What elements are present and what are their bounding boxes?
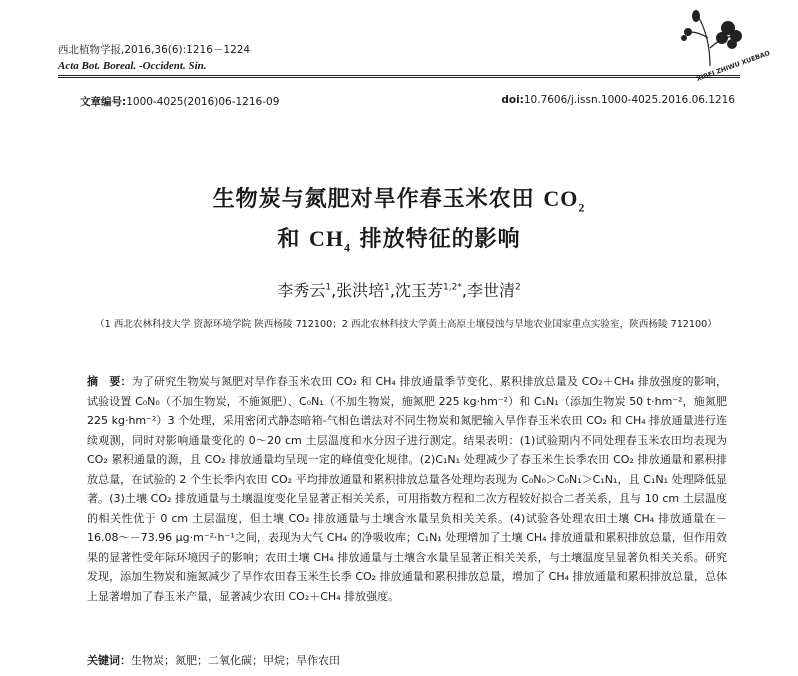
author-separator: , bbox=[389, 281, 395, 300]
header-rule-bottom bbox=[58, 77, 740, 78]
title-line-1 bbox=[0, 182, 798, 215]
author bbox=[467, 281, 521, 300]
article-number bbox=[80, 94, 279, 109]
author bbox=[336, 281, 395, 300]
author-list bbox=[0, 278, 798, 301]
journal-citation-en: Acta Bot. Boreal. -Occident. Sin. bbox=[58, 60, 207, 72]
logo-text: XIBEI ZHIWU XUEBAO bbox=[695, 48, 772, 84]
affiliations: （1 西北农林科技大学 资源环境学院 陕西杨陵 712100；2 西北农林科技大学黄土高原土壤侵蚀与旱地农业国家重点实验室，陕西杨陵 712100） bbox=[95, 319, 717, 330]
article-number-value: 1000-4025(2016)06-1216-09 bbox=[126, 96, 280, 108]
author-affiliation-mark: 1,2* bbox=[443, 282, 462, 293]
title-line2-pre: 和 bbox=[277, 227, 301, 252]
title-ch4-subscript: 4 bbox=[344, 240, 351, 255]
author-affiliation-mark: 1 bbox=[384, 282, 390, 293]
abstract-text: 为了研究生物炭与氮肥对旱作春玉米农田 CO₂ 和 CH₄ 排放通量季节变化、累积排放总量及 CO₂＋CH₄ 排放强度的影响，试验设置 C₀N₀（不加生物炭，不施氮肥）、C₀N₁（不加生物炭，施氮肥 225 kg·hm⁻²）和 C₁N₁（添加生物炭 50 t·hm⁻²，施氮肥 225 kg·hm⁻²）3 个处理，采用密闭式静态暗箱-气相色谱法对不同生物炭和氮肥输入旱作春玉米农田 CO₂ 和 CH₄ 排放通量进行连续观测，同时对影响通量变化的 0～20 cm 土层温度和水分因子进行测定。结果表明：(1)试验期内不同处理春玉米农田均表现为 CO₂ 累积通量的源，且 CO₂ 排放通量均呈现一定的峰值变化规律。(2)C₁N₁ 处理减少了春玉米生长季农田 CO₂ 排放通量和累积排放总量，在试验的 2 个生长季内农田 CO₂ 平均排放通量和累积排放总量各处理均表现为 C₀N₀＞C₀N₁＞C₁N₁，且 C₁N₁ 处理降低显著。(3)土壤 CO₂ 排放通量与土壤温度变化呈显著正相关关系，可用指数方程和二次方程较好拟合二者关系，且与 10 cm 土层温度的相关性优于 0 cm 土层温度，但土壤 CO₂ 排放通量与土壤含水量呈负相关关系。(4)试验各处理农田土壤 CH₄ 排放通量在－16.08～－73.96 μg·m⁻²·h⁻¹之间，表现为大气 CH₄ 的净吸收库；C₁N₁ 处理增加了土壤 CH₄ 排放通量和累积排放总量，但作用效果的显著性受年际环境因子的影响；农田土壤 CH₄ 排放通量与土壤含水量呈显著正相关关系，与土壤温度呈显著负相关关系。研究发现，添加生物炭和施氮减少了旱作农田春玉米生长季 CO₂ 排放通量和累积排放总量，增加了 CH₄ 排放通量和累积排放总量，总体上显著增加了春玉米产量，显著减少农田 CO₂＋CH₄ 排放强度。 bbox=[87, 375, 727, 603]
article-number-label: 文章编号: bbox=[80, 96, 127, 108]
journal-logo-icon bbox=[676, 8, 772, 84]
author-name: 李秀云 bbox=[277, 281, 326, 300]
title-line-2 bbox=[0, 222, 798, 255]
journal-header bbox=[58, 42, 250, 74]
author-separator: , bbox=[461, 281, 467, 300]
keywords bbox=[87, 652, 340, 668]
title-formula-co2 bbox=[543, 186, 586, 215]
author-separator: , bbox=[331, 281, 337, 300]
keywords-label: 关键词： bbox=[87, 654, 131, 667]
keywords-text: 生物炭；氮肥；二氧化碳；甲烷；旱作农田 bbox=[131, 654, 340, 667]
author bbox=[277, 281, 336, 300]
title-line2-post: 排放特征的影响 bbox=[359, 227, 521, 252]
abstract-label: 摘 要： bbox=[87, 375, 132, 388]
abstract bbox=[87, 372, 727, 606]
doi bbox=[501, 94, 735, 106]
author-name: 李世清 bbox=[466, 281, 515, 300]
title-line1-text: 生物炭与氮肥对旱作春玉米农田 bbox=[212, 187, 535, 212]
title-co-text: CO bbox=[543, 186, 579, 211]
journal-citation-cn: 西北植物学报,2016,36(6):1216－1224 bbox=[58, 44, 251, 56]
author-affiliation-mark: 1 bbox=[325, 282, 332, 293]
title-co2-subscript: 2 bbox=[578, 200, 586, 215]
author-name: 沈玉芳 bbox=[395, 281, 444, 300]
author bbox=[395, 281, 467, 300]
author-affiliation-mark: 2 bbox=[514, 282, 521, 293]
author-name: 张洪培 bbox=[336, 281, 385, 300]
title-ch-text: CH bbox=[309, 226, 344, 251]
title-formula-ch4 bbox=[309, 226, 351, 255]
doi-label: doi: bbox=[501, 94, 524, 106]
doi-value: 10.7606/j.issn.1000-4025.2016.06.1216 bbox=[523, 94, 735, 106]
header-rule-top bbox=[58, 75, 740, 76]
